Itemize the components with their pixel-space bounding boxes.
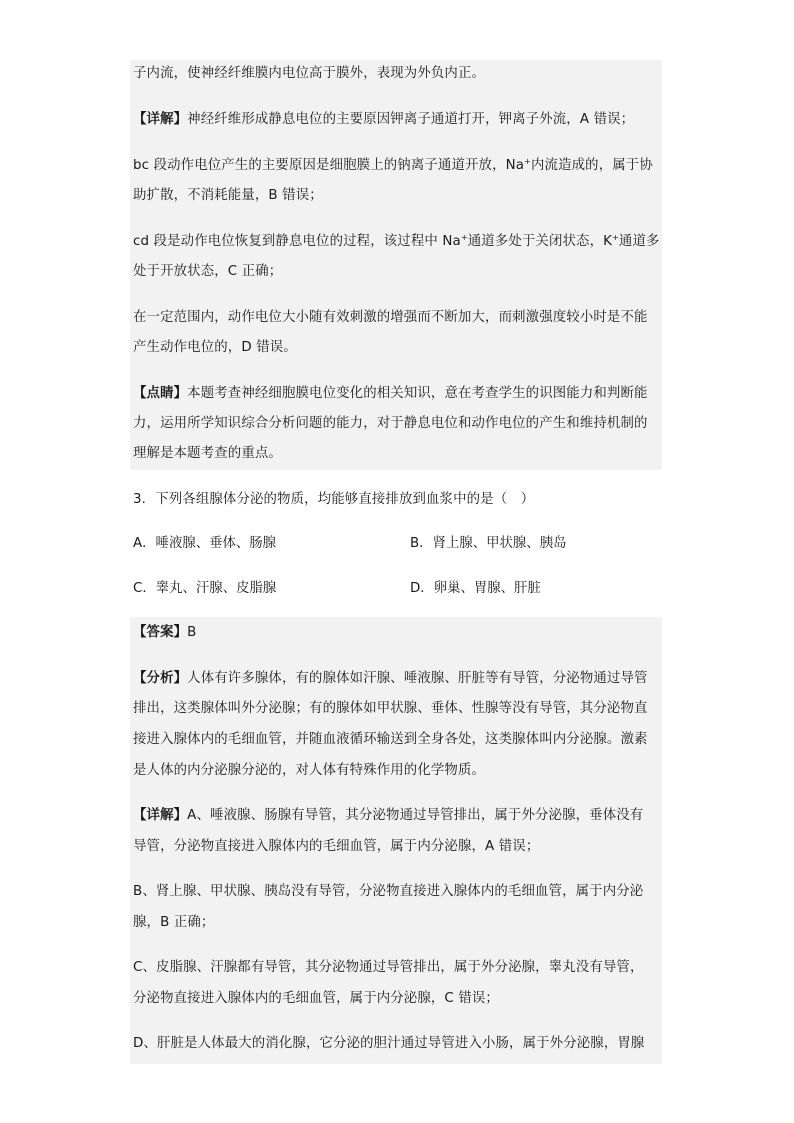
superscript: +	[460, 233, 468, 242]
analysis-line4: 是人体的内分泌腺分泌的，对人体有特殊作用的化学物质。	[133, 763, 486, 778]
paragraph-d-line2: 产生动作电位的，D 错误。	[133, 340, 297, 355]
point-paragraph-line1	[133, 385, 648, 403]
analysis-line1	[133, 670, 648, 688]
detail-c-line1: C、皮脂腺、汗腺都有导管，其分泌物通过导管排出，属于外分泌腺，睾丸没有导管，	[133, 960, 644, 975]
answer-line	[133, 624, 197, 642]
paragraph-intro: 子内流，使神经纤维膜内电位高于膜外，表现为外负内正。	[133, 66, 486, 81]
text: 人体有许多腺体，有的腺体如汗腺、唾液腺、肝脏等有导管，分泌物通过导管	[187, 671, 648, 686]
answer-tag: 【答案】	[133, 625, 188, 640]
detail-b-line1: B、肾上腺、甲状腺、胰岛没有导管，分泌物直接进入腺体内的毛细血管，属于内分泌	[133, 884, 644, 899]
analysis-line3: 接进入腺体内的毛细血管，并随血液循环输送到全身各处，这类腺体叫内分泌腺。激素	[133, 732, 648, 747]
paragraph-b-line1	[133, 157, 653, 175]
detail-d-line1: D、肝脏是人体最大的消化腺，它分泌的胆汁通过导管进入小肠，属于外分泌腺，胃腺	[133, 1036, 645, 1051]
analysis-tag: 【分析】	[133, 671, 188, 686]
analysis-line2: 排出，这类腺体叫外分泌腺；有的腺体如甲状腺、垂体、性腺等没有导管，其分泌物直	[133, 701, 648, 716]
superscript: +	[612, 233, 619, 242]
text: bc 段动作电位产生的主要原因是细胞膜上的钠离子通道开放，Na	[133, 158, 525, 173]
detail-b-line2: 腺，B 正确；	[133, 915, 215, 930]
option-d: D．卵巢、胃腺、肝脏	[410, 581, 541, 596]
point-paragraph-line2: 力，运用所学知识综合分析问题的能力，对于静息电位和动作电位的产生和维持机制的	[133, 416, 648, 431]
text: cd 段是动作电位恢复到静息电位的过程，该过程中 Na	[133, 234, 461, 249]
text: 通道多处于关闭状态，K	[467, 234, 613, 249]
text: 内流造成的，属于协	[531, 158, 653, 173]
superscript: +	[524, 157, 532, 166]
detail-tag: 【详解】	[133, 112, 188, 127]
detail-line: 神经纤维形成静息电位的主要原因钾离子通道打开，钾离子外流，A 错误；	[187, 112, 635, 127]
text: 通道多	[618, 234, 660, 249]
text: 本题考查神经细胞膜电位变化的相关知识，意在考查学生的识图能力和判断能	[187, 386, 648, 401]
text: A、唾液腺、肠腺有导管，其分泌物通过导管排出，属于外分泌腺，垂体没有	[187, 808, 644, 823]
option-c: C．睾丸、汗腺、皮脂腺	[133, 581, 277, 596]
paragraph-c-line2: 处于开放状态，C 正确；	[133, 264, 283, 279]
question-stem: 3．下列各组腺体分泌的物质，均能够直接排放到血浆中的是（ ）	[133, 492, 535, 507]
detail-a-line2: 导管，分泌物直接进入腺体内的毛细血管，属于内分泌腺，A 错误；	[133, 839, 540, 854]
point-tag: 【点睛】	[133, 386, 188, 401]
option-a: A．唾液腺、垂体、肠腺	[133, 536, 277, 551]
detail-tag-2: 【详解】	[133, 808, 188, 823]
detail-c-line2: 分泌物直接进入腺体内的毛细血管，属于内分泌腺，C 错误；	[133, 991, 499, 1006]
detail-paragraph	[133, 111, 634, 129]
paragraph-d-line1: 在一定范围内，动作电位大小随有效刺激的增强而不断加大，而刺激强度较小时是不能	[133, 310, 648, 325]
paragraph-b-line2: 助扩散，不消耗能量，B 错误；	[133, 188, 323, 203]
detail-a-line1	[133, 807, 643, 825]
option-b: B．肾上腺、甲状腺、胰岛	[410, 536, 567, 551]
point-paragraph-line3: 理解是本题考查的重点。	[133, 446, 282, 461]
paragraph-c-line1	[133, 233, 660, 251]
answer-value: B	[187, 625, 197, 640]
